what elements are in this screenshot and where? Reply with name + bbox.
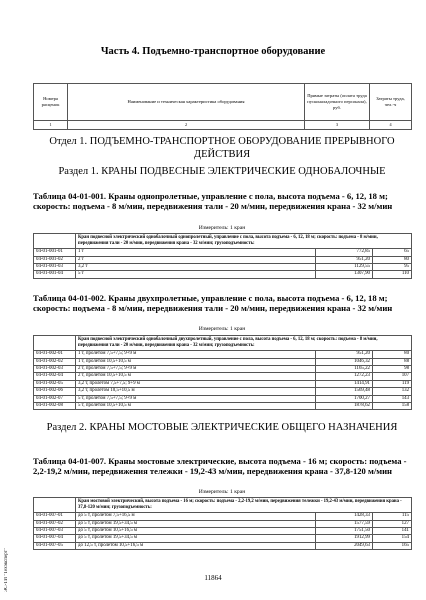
table-3 [33,497,412,550]
row-labor: 110 [373,271,412,278]
row-name: до 5 т, пролетом 7,5+16,5 м [76,513,316,520]
row-code: 04-01-002-05 [34,380,76,387]
row-code: 04-01-007-05 [34,542,76,549]
row-cost: 951,20 [316,351,373,358]
row-code: 04-01-002-08 [34,403,76,410]
section-1-title: Раздел 1. КРАНЫ ПОДВЕСНЫЕ ЭЛЕКТРИЧЕСКИЕ ОДНОБАЛОЧНЫЕ [58,166,386,177]
table-row [34,388,412,395]
row-cost: 1414,91 [316,380,373,387]
row-labor: 98 [373,366,412,373]
table-row [34,249,412,256]
row-cost: 1165,22 [316,366,373,373]
row-code: 04-01-002-01 [34,351,76,358]
row-name: 3,2 т, пролетом 10,5+10,5 м [76,388,316,395]
row-name: до 5 т, пролетом 10,5+16,5 м [76,528,316,535]
table-row [34,513,412,520]
row-code: 04-01-007-01 [34,513,76,520]
table-1-number: Таблица 04-01-001. [33,191,107,201]
header-labor: Затраты труда, чел.-ч [370,84,412,121]
row-code: 04-01-007-04 [34,535,76,542]
row-code: 04-01-007-02 [34,520,76,527]
table-row [34,528,412,535]
row-name: 5 т, пролетом 10,5+10,5 м [76,403,316,410]
table-row [34,373,412,380]
row-name: 5 т, пролетом 7,5+7,5; 9+9 м [76,395,316,402]
row-cost: 1046,32 [316,358,373,365]
header-num-4: 4 [370,121,412,130]
row-cost: 1878,62 [316,403,373,410]
table-2-caption: Краны двухпролетные, управление с пола, высота подъема - 6, 12, 18 м; скорость: подъема - 8 м/мин, передвижения тали - 20 м/мин, передвижения крана - 32 м/мин [33,293,393,314]
row-cost: 1912,99 [316,535,373,542]
side-watermark: ЭС-ТИ "Техэксперт" [4,548,9,592]
header-name: Наименование и техническая характеристика оборудования [68,84,305,121]
row-name: 5 т [76,271,316,278]
row-code: 04-01-007-03 [34,528,76,535]
section-2-title: Раздел 2. КРАНЫ МОСТОВЫЕ ЭЛЕКТРИЧЕСКИЕ ОБЩЕГО НАЗНАЧЕНИЯ [46,422,398,433]
header-num-2: 2 [68,121,305,130]
department-title: Отдел 1. ПОДЪЕМНО-ТРАНСПОРТНОЕ ОБОРУДОВАНИЕ ПРЕРЫВНОГО ДЕЙСТВИЯ [49,136,395,160]
table-row [34,271,412,278]
row-name: до 12,5 т, пролетом 10,5+16,5 м [76,542,316,549]
row-labor: 158 [373,403,412,410]
row-cost: 1577,59 [316,520,373,527]
row-labor: 80 [373,351,412,358]
table-row [34,520,412,527]
table-row [34,542,412,549]
column-header-table [33,83,412,130]
table-row [34,351,412,358]
row-name: 3,2 т [76,264,316,271]
table-1-title [33,191,411,211]
table-3-caption: Краны мостовые электрические, высота подъема - 16 м; скорость: подъема - 2,2-19,2 м/мин, передвижения тележки - 19,2-43 м/мин, передвижения крана - 37,8-120 м/мин [33,456,407,477]
table-1-caption: Краны однопролетные, управление с пола, высота подъема - 6, 12, 18 м; скорость: подъема - 8 м/мин, передвижения тали - 20 м/мин, передвижения крана - 32 м/мин [33,191,393,212]
table-2-measure: Измеритель: 1 кран [198,326,246,332]
header-num-1: 1 [34,121,68,130]
table-2-description: Кран подвесной электрический однобалочный двухпролетный, управление с пола, высота подъема - 6, 12, 18 м; скорость: подъема - 8 м/мин, передвижения тали - 20 м/мин, передвижения крана - 32 м/мин; грузоподъемность: [76,336,412,351]
row-cost: 1751,50 [316,528,373,535]
table-2 [33,335,412,410]
row-labor: 119 [373,380,412,387]
row-name: 3,2 т, пролетом 7,5+7,5; 9+9 м [76,380,316,387]
header-num-3: 3 [305,121,370,130]
part-title: Часть 4. Подъемно-транспортное оборудование [100,46,326,57]
row-cost: 1272,23 [316,373,373,380]
row-name: 2 т, пролетом 10,5+10,5 м [76,373,316,380]
row-code: 04-01-002-02 [34,358,76,365]
row-code: 04-01-001-02 [34,256,76,263]
page-number: 11864 [204,574,222,582]
row-cost: 1569,48 [316,388,373,395]
row-labor: 115 [373,513,412,520]
row-labor: 143 [373,395,412,402]
row-labor: 165 [373,542,412,549]
row-name: до 5 т, пролетом 19,5+34,5 м [76,520,316,527]
header-cost: Прямые затраты (оплата труда пусконаладочного персонала), руб. [305,84,370,121]
table-row [34,403,412,410]
row-name: 1 т [76,249,316,256]
table-row [34,380,412,387]
table-2-number: Таблица 04-01-002. [33,293,107,303]
row-labor: 95 [373,264,412,271]
row-code: 04-01-001-01 [34,249,76,256]
row-code: 04-01-001-03 [34,264,76,271]
row-code: 04-01-002-03 [34,366,76,373]
row-cost: 1700,27 [316,395,373,402]
row-labor: 141 [373,528,412,535]
table-row [34,264,412,271]
table-row [34,395,412,402]
row-name: до 5 т, пролетом 19,5+34,5 м [76,535,316,542]
row-labor: 107 [373,373,412,380]
row-name: 1 т, пролетом 7,5+7,5; 9+9 м [76,351,316,358]
table-3-description: Кран мостовой электрический, высота подъема - 16 м; скорость: подъема - 2,2-19,2 м/мин, передвижения тележки - 19,2-43 м/мин, передвижения крана - 37,8-120 м/мин; грузоподъемность: [76,498,412,513]
row-name: 1 т, пролетом 10,5+10,5 м [76,358,316,365]
table-3-number: Таблица 04-01-007. [33,456,107,466]
row-cost: 1129,55 [316,264,373,271]
row-labor: 80 [373,256,412,263]
row-labor: 88 [373,358,412,365]
row-cost: 772,85 [316,249,373,256]
row-labor: 132 [373,388,412,395]
table-row [34,256,412,263]
table-2-title [33,293,411,313]
row-name: 2 т [76,256,316,263]
row-labor: 154 [373,535,412,542]
table-1 [33,233,412,279]
table-row [34,366,412,373]
row-labor: 127 [373,520,412,527]
table-row [34,358,412,365]
table-3-measure: Измеритель: 1 кран [198,489,246,495]
row-cost: 1428,33 [316,513,373,520]
row-labor: 65 [373,249,412,256]
row-code: 04-01-002-04 [34,373,76,380]
table-1-measure: Измеритель: 1 кран [198,225,246,231]
row-cost: 951,20 [316,256,373,263]
row-code: 04-01-002-06 [34,388,76,395]
header-codes: Номера расценок [34,84,68,121]
table-row [34,535,412,542]
row-cost: 2049,63 [316,542,373,549]
row-name: 2 т, пролетом 7,5+7,5; 9+9 м [76,366,316,373]
table-1-description: Кран подвесной электрический однобалочный однопролетный, управление с пола, высота подъема - 6, 12, 18 м; скорость: подъема - 8 м/мин, передвижения тали - 20 м/мин, передвижения крана - 32 м/мин; грузоподъемность: [76,234,412,249]
row-code: 04-01-001-04 [34,271,76,278]
table-3-title [33,456,411,476]
row-code: 04-01-002-07 [34,395,76,402]
row-cost: 1307,90 [316,271,373,278]
